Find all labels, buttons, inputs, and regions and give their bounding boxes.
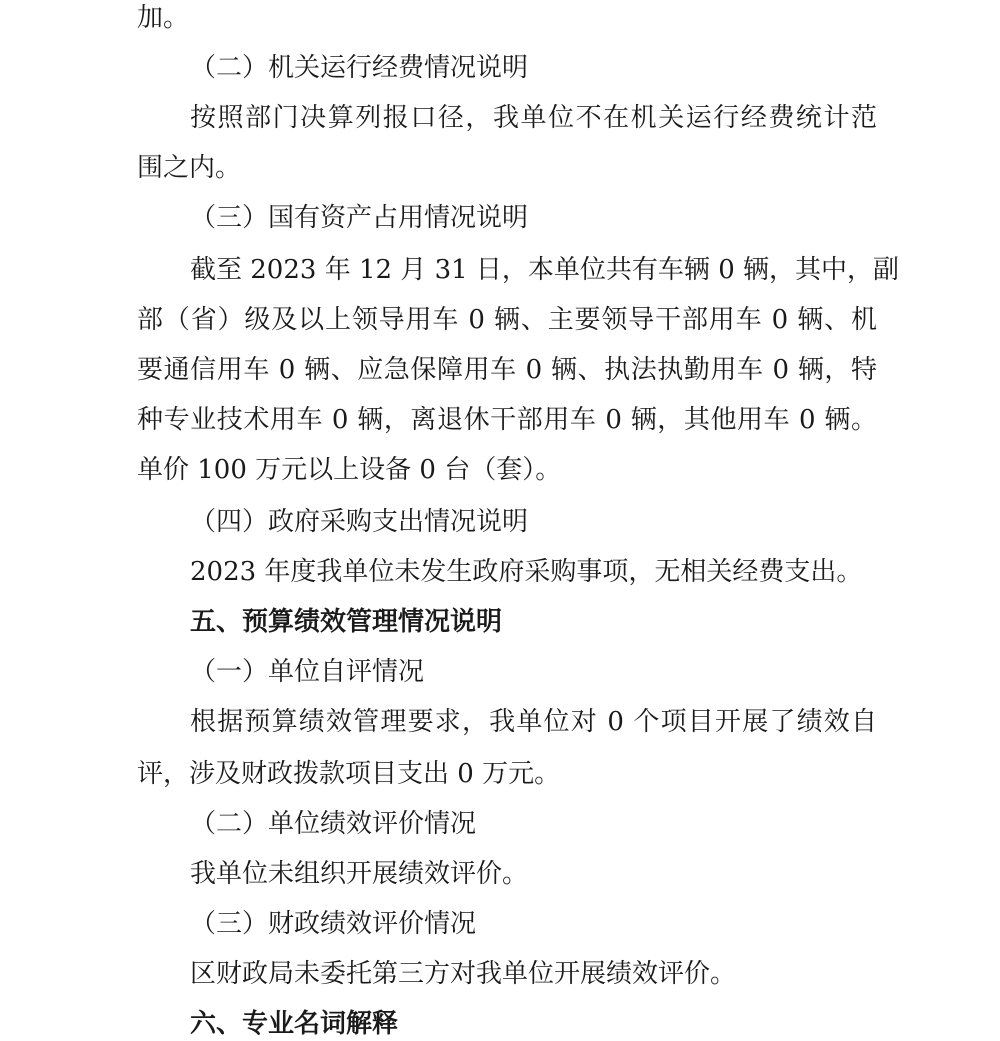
paragraph-line: 加。 [137,3,190,33]
subsection-heading: （一）单位自评情况 [190,657,425,687]
paragraph-line: 单价 100 万元以上设备 0 台（套）。 [137,455,562,485]
subsection-heading: （三）财政绩效评价情况 [190,909,477,939]
subsection-heading: （二）机关运行经费情况说明 [190,53,529,83]
paragraph-line: 评，涉及财政拨款项目支出 0 万元。 [137,759,561,789]
paragraph-line: 截至 2023 年 12 月 31 日，本单位共有车辆 0 辆，其中，副 [190,255,899,285]
paragraph-line: 围之内。 [137,153,242,183]
paragraph-line: 种专业技术用车 0 辆，离退休干部用车 0 辆，其他用车 0 辆。 [137,405,877,435]
paragraph-line: 根据预算绩效管理要求，我单位对 0 个项目开展了绩效自 [190,707,877,737]
paragraph-line: 部（省）级及以上领导用车 0 辆、主要领导干部用车 0 辆、机 [137,305,877,335]
section-heading: 五、预算绩效管理情况说明 [190,607,503,637]
section-heading: 六、专业名词解释 [190,1009,399,1039]
paragraph-line: 2023 年度我单位未发生政府采购事项，无相关经费支出。 [190,557,863,587]
paragraph-line: 区财政局未委托第三方对我单位开展绩效评价。 [190,959,737,989]
subsection-heading: （三）国有资产占用情况说明 [190,203,529,233]
subsection-heading: （四）政府采购支出情况说明 [190,507,529,537]
paragraph-line: 我单位未组织开展绩效评价。 [190,859,529,889]
paragraph-line: 要通信用车 0 辆、应急保障用车 0 辆、执法执勤用车 0 辆，特 [137,355,877,385]
subsection-heading: （二）单位绩效评价情况 [190,809,477,839]
paragraph-line: 按照部门决算列报口径，我单位不在机关运行经费统计范 [190,103,877,133]
